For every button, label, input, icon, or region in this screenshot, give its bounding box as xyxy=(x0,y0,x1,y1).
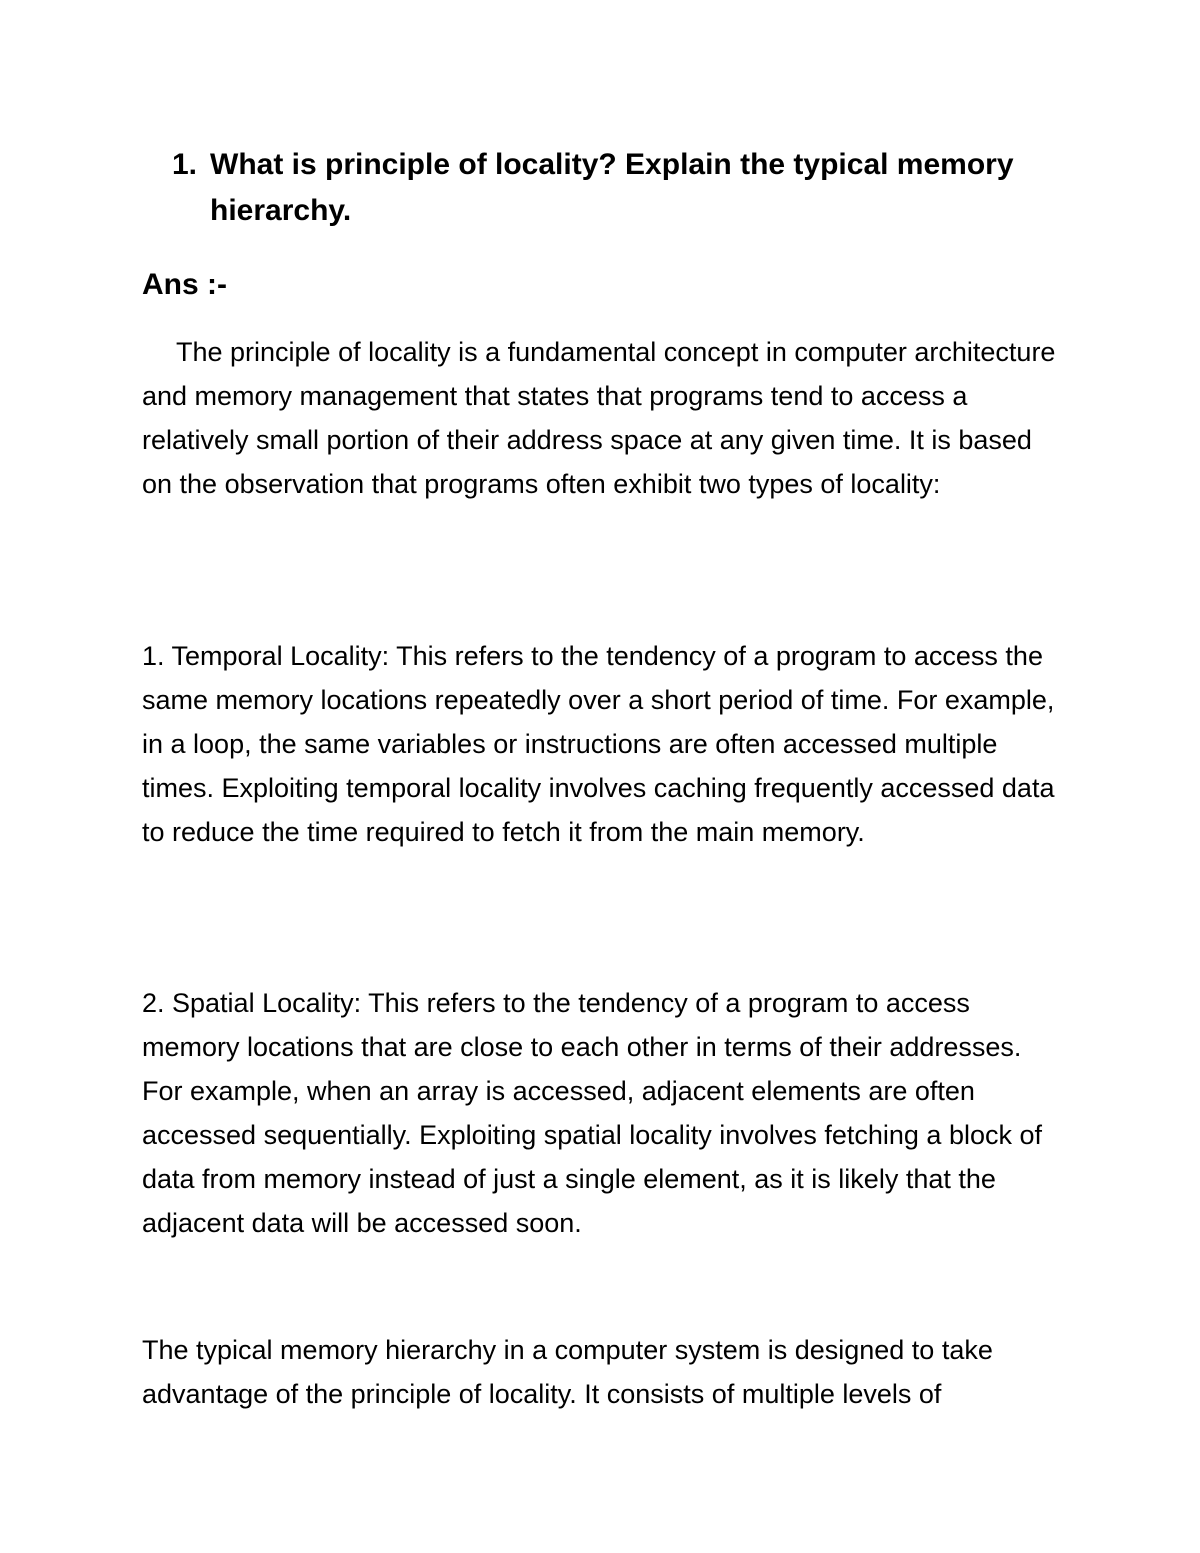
answer-label: Ans :- xyxy=(142,268,227,301)
question-heading xyxy=(172,142,1072,234)
memory-hierarchy-paragraph: The typical memory hierarchy in a computer system is designed to take advantage of the principle of locality. It consists of multiple levels of xyxy=(142,1335,993,1409)
question-number: 1. xyxy=(172,148,198,181)
temporal-locality-paragraph: 1. Temporal Locality: This refers to the tendency of a program to access the same memory locations repeatedly over a short period of time. For example, in a loop, the same variables or instructions are often accessed multiple times. Exploiting temporal locality involves caching frequently accessed data to reduce the time required to fetch it from the main memory. xyxy=(142,641,1055,847)
intro-paragraph: The principle of locality is a fundamental concept in computer architecture and memory management that states that programs tend to access a relatively small portion of their address space at any given time. It is based on the observation that programs often exhibit two types of locality: xyxy=(142,337,1056,499)
question-text: What is principle of locality? Explain the typical memory hierarchy. xyxy=(210,148,1014,227)
spatial-locality-paragraph: 2. Spatial Locality: This refers to the tendency of a program to access memory locations that are close to each other in terms of their addresses. For example, when an array is accessed, adjacent elements are often accessed sequentially. Exploiting spatial locality involves fetching a block of data from memory instead of just a single element, as it is likely that the adjacent data will be accessed soon. xyxy=(142,988,1042,1238)
